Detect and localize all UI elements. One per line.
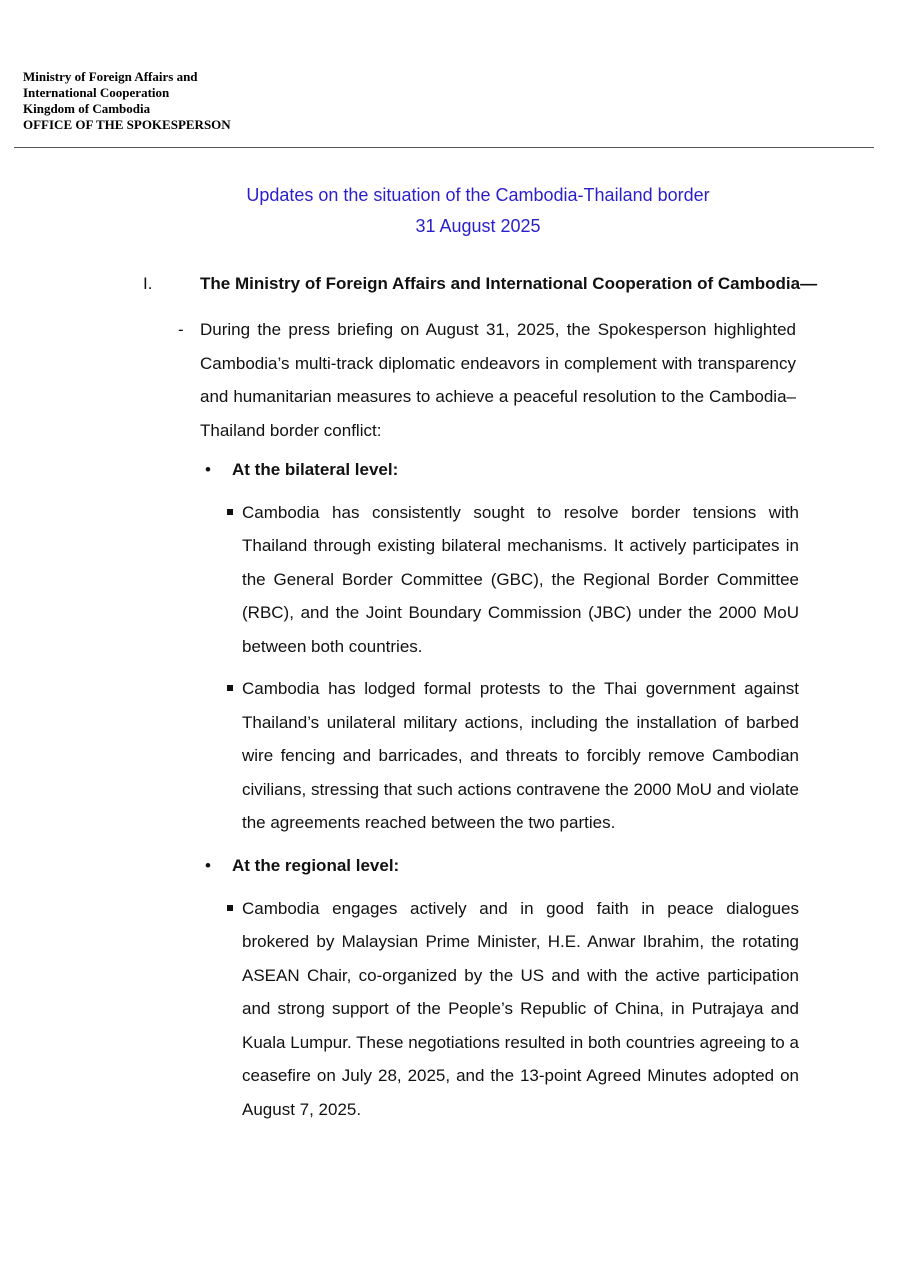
list-item xyxy=(224,892,799,1127)
bilateral-item-2: Cambodia has lodged formal protests to the Thai government against Thailand’s unilateral military actions, including the installation of barbed wire fencing and barricades, and threats to forcibly remove Cambodian civilians, stressing that such actions contravene the 2000 MoU and violate the agreements reached between the two parties. xyxy=(242,679,799,832)
document-title xyxy=(200,180,756,242)
square-bullet xyxy=(227,905,233,911)
bullet-dot: • xyxy=(205,856,211,875)
bilateral-level xyxy=(205,453,805,840)
letterhead-kingdom: Kingdom of Cambodia xyxy=(23,101,151,116)
bullet-dot: • xyxy=(205,460,211,479)
regional-item-1: Cambodia engages actively and in good faith in peace dialogues brokered by Malaysian Prime Minister, H.E. Anwar Ibrahim, the rotating ASEAN Chair, co-organized by the US and with the active participation and strong support of the People’s Republic of China, in Putrajaya and Kuala Lumpur. These negotiations resulted in both countries agreeing to a ceasefire on July 28, 2025, and the 13-point Agreed Minutes adopted on August 7, 2025. xyxy=(242,898,799,1119)
regional-heading: At the regional level: xyxy=(232,856,400,875)
header-divider xyxy=(14,147,874,148)
bilateral-item-1: Cambodia has consistently sought to resolve border tensions with Thailand through existing bilateral mechanisms. It actively participates in the General Border Committee (GBC), the Regional Border Committee (RBC), and the Joint Boundary Commission (JBC) under the 2000 MoU between both countries. xyxy=(242,502,799,656)
list-item xyxy=(224,496,799,664)
square-bullet xyxy=(227,509,233,515)
letterhead xyxy=(23,69,231,133)
title-date: 31 August 2025 xyxy=(415,216,541,236)
list-item xyxy=(224,672,799,840)
dash-item xyxy=(178,313,796,447)
letterhead-cooperation: International Cooperation xyxy=(23,85,170,100)
dash-marker: - xyxy=(178,320,184,339)
regional-level xyxy=(205,849,805,1126)
section-numeral: I. xyxy=(143,274,153,293)
letterhead-office: OFFICE OF THE SPOKESPERSON xyxy=(23,117,231,132)
title-main: Updates on the situation of the Cambodia-Thailand border xyxy=(246,185,710,205)
section-heading: The Ministry of Foreign Affairs and International Cooperation of Cambodia— xyxy=(200,274,818,293)
bilateral-heading: At the bilateral level: xyxy=(232,460,399,479)
letterhead-ministry: Ministry of Foreign Affairs and xyxy=(23,69,198,84)
intro-paragraph: During the press briefing on August 31, 2025, the Spokesperson highlighted Cambodia’s multi-track diplomatic endeavors in complement with transparency and humanitarian measures to achieve a peaceful resolution to the Cambodia–Thailand border conflict: xyxy=(200,320,796,440)
square-bullet xyxy=(227,685,233,691)
